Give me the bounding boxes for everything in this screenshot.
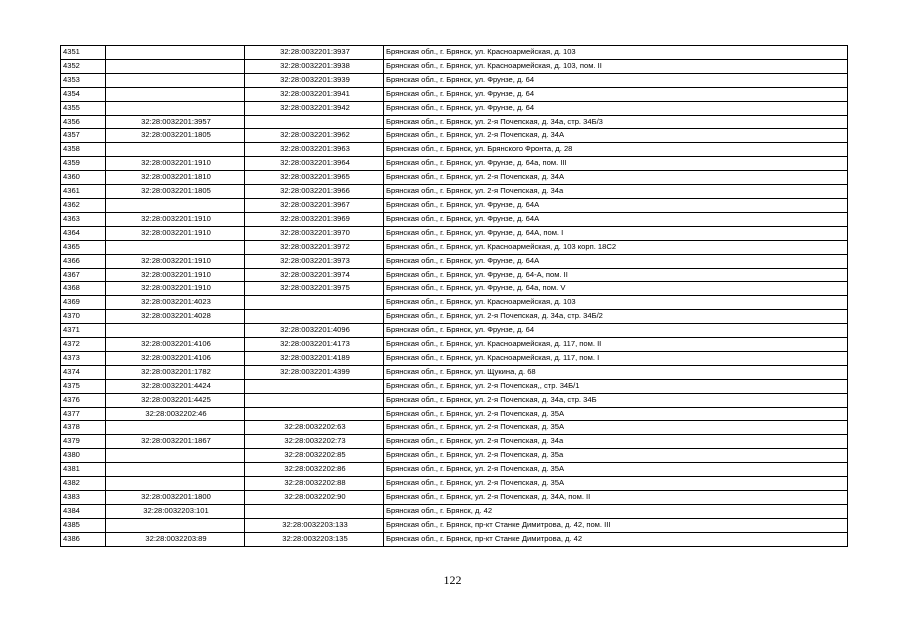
parent-cadastral-number-cell (106, 421, 245, 435)
cadastral-number-cell (245, 115, 384, 129)
row-number-cell: 4382 (61, 477, 106, 491)
cadastral-number-cell: 32:28:0032202:90 (245, 491, 384, 505)
address-cell: Брянская обл., г. Брянск, ул. Фрунзе, д. 64А (384, 212, 848, 226)
table-row (61, 310, 848, 324)
cadastral-number-cell: 32:28:0032201:3970 (245, 226, 384, 240)
table-row (61, 407, 848, 421)
parent-cadastral-number-cell (106, 518, 245, 532)
row-number-cell: 4361 (61, 185, 106, 199)
row-number-cell: 4371 (61, 324, 106, 338)
row-number-cell: 4357 (61, 129, 106, 143)
parent-cadastral-number-cell: 32:28:0032201:1805 (106, 129, 245, 143)
row-number-cell: 4373 (61, 351, 106, 365)
row-number-cell: 4376 (61, 393, 106, 407)
table-row (61, 491, 848, 505)
cadastral-number-cell (245, 407, 384, 421)
cadastral-number-cell (245, 296, 384, 310)
table-row (61, 143, 848, 157)
address-cell: Брянская обл., г. Брянск, ул. Фрунзе, д. 64 (384, 101, 848, 115)
address-cell: Брянская обл., г. Брянск, ул. 2-я Почепская, д. 34А (384, 129, 848, 143)
parent-cadastral-number-cell (106, 143, 245, 157)
row-number-cell: 4370 (61, 310, 106, 324)
cadastral-number-cell: 32:28:0032201:3938 (245, 59, 384, 73)
table-row (61, 101, 848, 115)
cadastral-number-cell: 32:28:0032201:3937 (245, 46, 384, 60)
address-cell: Брянская обл., г. Брянск, ул. 2-я Почепская, д. 34а, стр. 34Б/3 (384, 115, 848, 129)
cadastral-number-cell: 32:28:0032201:3963 (245, 143, 384, 157)
address-cell: Брянская обл., г. Брянск, ул. 2-я Почепская, д. 34а, стр. 34Б/2 (384, 310, 848, 324)
cadastral-number-cell (245, 379, 384, 393)
cadastral-number-cell: 32:28:0032202:88 (245, 477, 384, 491)
cadastral-number-cell: 32:28:0032201:3941 (245, 87, 384, 101)
table-row (61, 518, 848, 532)
cadastral-number-cell (245, 393, 384, 407)
address-cell: Брянская обл., г. Брянск, ул. 2-я Почепская, д. 34а, стр. 34Б (384, 393, 848, 407)
table-row (61, 282, 848, 296)
row-number-cell: 4353 (61, 73, 106, 87)
cadastral-number-cell: 32:28:0032201:3939 (245, 73, 384, 87)
table-row (61, 268, 848, 282)
row-number-cell: 4351 (61, 46, 106, 60)
address-cell: Брянская обл., г. Брянск, ул. Красноармейская, д. 103 корп. 18С2 (384, 240, 848, 254)
address-cell: Брянская обл., г. Брянск, ул. Фрунзе, д. 64а, пом. V (384, 282, 848, 296)
cadastral-number-cell: 32:28:0032201:3942 (245, 101, 384, 115)
address-cell: Брянская обл., г. Брянск, ул. Фрунзе, д. 64 (384, 324, 848, 338)
table-row (61, 240, 848, 254)
row-number-cell: 4365 (61, 240, 106, 254)
table-row (61, 324, 848, 338)
row-number-cell: 4355 (61, 101, 106, 115)
cadastral-number-cell: 32:28:0032202:86 (245, 463, 384, 477)
table-row (61, 198, 848, 212)
address-cell: Брянская обл., г. Брянск, ул. 2-я Почепская, д. 35А (384, 477, 848, 491)
parent-cadastral-number-cell: 32:28:0032201:1800 (106, 491, 245, 505)
parent-cadastral-number-cell (106, 477, 245, 491)
parent-cadastral-number-cell (106, 101, 245, 115)
parent-cadastral-number-cell: 32:28:0032201:1867 (106, 435, 245, 449)
table-row (61, 532, 848, 546)
parent-cadastral-number-cell: 32:28:0032202:46 (106, 407, 245, 421)
row-number-cell: 4381 (61, 463, 106, 477)
parent-cadastral-number-cell: 32:28:0032203:89 (106, 532, 245, 546)
cadastral-number-cell: 32:28:0032201:3973 (245, 254, 384, 268)
cadastral-number-cell: 32:28:0032201:3964 (245, 157, 384, 171)
row-number-cell: 4358 (61, 143, 106, 157)
parent-cadastral-number-cell (106, 463, 245, 477)
parent-cadastral-number-cell: 32:28:0032201:1910 (106, 226, 245, 240)
address-cell: Брянская обл., г. Брянск, ул. 2-я Почепская,, стр. 34Б/1 (384, 379, 848, 393)
table-row (61, 463, 848, 477)
row-number-cell: 4366 (61, 254, 106, 268)
parent-cadastral-number-cell: 32:28:0032201:1910 (106, 268, 245, 282)
cadastral-number-cell: 32:28:0032201:3966 (245, 185, 384, 199)
parent-cadastral-number-cell (106, 73, 245, 87)
parent-cadastral-number-cell: 32:28:0032201:4028 (106, 310, 245, 324)
parent-cadastral-number-cell: 32:28:0032201:4023 (106, 296, 245, 310)
table-row (61, 59, 848, 73)
row-number-cell: 4384 (61, 504, 106, 518)
row-number-cell: 4378 (61, 421, 106, 435)
table-row (61, 421, 848, 435)
address-cell: Брянская обл., г. Брянск, ул. 2-я Почепская, д. 34А, пом. II (384, 491, 848, 505)
address-cell: Брянская обл., г. Брянск, ул. Фрунзе, д. 64а, пом. III (384, 157, 848, 171)
register-table-body (61, 46, 848, 547)
row-number-cell: 4383 (61, 491, 106, 505)
address-cell: Брянская обл., г. Брянск, ул. 2-я Почепская, д. 34а (384, 435, 848, 449)
table-row (61, 296, 848, 310)
row-number-cell: 4367 (61, 268, 106, 282)
cadastral-number-cell: 32:28:0032201:3975 (245, 282, 384, 296)
table-row (61, 365, 848, 379)
table-row (61, 73, 848, 87)
cadastral-number-cell: 32:28:0032201:3972 (245, 240, 384, 254)
table-row (61, 338, 848, 352)
row-number-cell: 4379 (61, 435, 106, 449)
row-number-cell: 4372 (61, 338, 106, 352)
table-row (61, 504, 848, 518)
address-cell: Брянская обл., г. Брянск, ул. Фрунзе, д. 64 (384, 73, 848, 87)
parent-cadastral-number-cell: 32:28:0032201:1910 (106, 212, 245, 226)
parent-cadastral-number-cell: 32:28:0032201:1805 (106, 185, 245, 199)
parent-cadastral-number-cell: 32:28:0032201:1910 (106, 157, 245, 171)
parent-cadastral-number-cell (106, 59, 245, 73)
row-number-cell: 4368 (61, 282, 106, 296)
table-row (61, 212, 848, 226)
row-number-cell: 4374 (61, 365, 106, 379)
cadastral-register-table (60, 45, 848, 547)
parent-cadastral-number-cell (106, 198, 245, 212)
table-row (61, 351, 848, 365)
parent-cadastral-number-cell: 32:28:0032201:3957 (106, 115, 245, 129)
cadastral-number-cell: 32:28:0032203:135 (245, 532, 384, 546)
address-cell: Брянская обл., г. Брянск, пр-кт Станке Димитрова, д. 42 (384, 532, 848, 546)
address-cell: Брянская обл., г. Брянск, ул. Красноармейская, д. 117, пом. I (384, 351, 848, 365)
row-number-cell: 4363 (61, 212, 106, 226)
table-row (61, 46, 848, 60)
cadastral-number-cell: 32:28:0032201:4096 (245, 324, 384, 338)
address-cell: Брянская обл., г. Брянск, ул. 2-я Почепская, д. 35А (384, 407, 848, 421)
address-cell: Брянская обл., г. Брянск, д. 42 (384, 504, 848, 518)
cadastral-number-cell (245, 504, 384, 518)
cadastral-number-cell: 32:28:0032202:73 (245, 435, 384, 449)
row-number-cell: 4352 (61, 59, 106, 73)
address-cell: Брянская обл., г. Брянск, ул. Фрунзе, д. 64-А, пом. II (384, 268, 848, 282)
address-cell: Брянская обл., г. Брянск, ул. Фрунзе, д. 64А, пом. I (384, 226, 848, 240)
cadastral-number-cell: 32:28:0032201:3974 (245, 268, 384, 282)
address-cell: Брянская обл., г. Брянск, ул. 2-я Почепская, д. 34А (384, 171, 848, 185)
cadastral-number-cell: 32:28:0032201:4173 (245, 338, 384, 352)
address-cell: Брянская обл., г. Брянск, ул. Красноармейская, д. 117, пом. II (384, 338, 848, 352)
parent-cadastral-number-cell: 32:28:0032201:1910 (106, 282, 245, 296)
address-cell: Брянская обл., г. Брянск, ул. 2-я Почепская, д. 34а (384, 185, 848, 199)
parent-cadastral-number-cell: 32:28:0032201:4106 (106, 338, 245, 352)
row-number-cell: 4380 (61, 449, 106, 463)
table-row (61, 171, 848, 185)
page-number: 122 (443, 573, 462, 587)
address-cell: Брянская обл., г. Брянск, ул. Брянского Фронта, д. 28 (384, 143, 848, 157)
cadastral-number-cell: 32:28:0032201:3967 (245, 198, 384, 212)
cadastral-number-cell (245, 310, 384, 324)
address-cell: Брянская обл., г. Брянск, ул. Красноармейская, д. 103 (384, 46, 848, 60)
table-row (61, 477, 848, 491)
address-cell: Брянская обл., г. Брянск, ул. Фрунзе, д. 64А (384, 254, 848, 268)
table-row (61, 115, 848, 129)
cadastral-number-cell: 32:28:0032201:4189 (245, 351, 384, 365)
address-cell: Брянская обл., г. Брянск, ул. 2-я Почепская, д. 35а (384, 449, 848, 463)
parent-cadastral-number-cell: 32:28:0032201:4106 (106, 351, 245, 365)
address-cell: Брянская обл., г. Брянск, ул. Щукина, д. 68 (384, 365, 848, 379)
address-cell: Брянская обл., г. Брянск, ул. Фрунзе, д. 64 (384, 87, 848, 101)
table-row (61, 157, 848, 171)
parent-cadastral-number-cell (106, 87, 245, 101)
cadastral-number-cell: 32:28:0032201:3962 (245, 129, 384, 143)
address-cell: Брянская обл., г. Брянск, пр-кт Станке Димитрова, д. 42, пом. III (384, 518, 848, 532)
parent-cadastral-number-cell (106, 449, 245, 463)
table-row (61, 435, 848, 449)
parent-cadastral-number-cell: 32:28:0032203:101 (106, 504, 245, 518)
table-row (61, 87, 848, 101)
address-cell: Брянская обл., г. Брянск, ул. 2-я Почепская, д. 35А (384, 421, 848, 435)
cadastral-number-cell: 32:28:0032203:133 (245, 518, 384, 532)
cadastral-number-cell: 32:28:0032201:3965 (245, 171, 384, 185)
cadastral-number-cell: 32:28:0032201:4399 (245, 365, 384, 379)
row-number-cell: 4385 (61, 518, 106, 532)
parent-cadastral-number-cell (106, 324, 245, 338)
address-cell: Брянская обл., г. Брянск, ул. Фрунзе, д. 64А (384, 198, 848, 212)
row-number-cell: 4360 (61, 171, 106, 185)
parent-cadastral-number-cell: 32:28:0032201:4425 (106, 393, 245, 407)
table-row (61, 185, 848, 199)
parent-cadastral-number-cell (106, 46, 245, 60)
row-number-cell: 4375 (61, 379, 106, 393)
parent-cadastral-number-cell: 32:28:0032201:1782 (106, 365, 245, 379)
row-number-cell: 4354 (61, 87, 106, 101)
table-row (61, 226, 848, 240)
row-number-cell: 4377 (61, 407, 106, 421)
row-number-cell: 4356 (61, 115, 106, 129)
row-number-cell: 4359 (61, 157, 106, 171)
parent-cadastral-number-cell: 32:28:0032201:1910 (106, 254, 245, 268)
cadastral-number-cell: 32:28:0032202:85 (245, 449, 384, 463)
table-row (61, 129, 848, 143)
table-row (61, 393, 848, 407)
row-number-cell: 4362 (61, 198, 106, 212)
row-number-cell: 4369 (61, 296, 106, 310)
row-number-cell: 4364 (61, 226, 106, 240)
cadastral-number-cell: 32:28:0032201:3969 (245, 212, 384, 226)
parent-cadastral-number-cell: 32:28:0032201:1810 (106, 171, 245, 185)
table-row (61, 449, 848, 463)
parent-cadastral-number-cell: 32:28:0032201:4424 (106, 379, 245, 393)
address-cell: Брянская обл., г. Брянск, ул. 2-я Почепская, д. 35А (384, 463, 848, 477)
parent-cadastral-number-cell (106, 240, 245, 254)
cadastral-number-cell: 32:28:0032202:63 (245, 421, 384, 435)
address-cell: Брянская обл., г. Брянск, ул. Красноармейская, д. 103, пом. II (384, 59, 848, 73)
table-row (61, 254, 848, 268)
row-number-cell: 4386 (61, 532, 106, 546)
table-row (61, 379, 848, 393)
address-cell: Брянская обл., г. Брянск, ул. Красноармейская, д. 103 (384, 296, 848, 310)
